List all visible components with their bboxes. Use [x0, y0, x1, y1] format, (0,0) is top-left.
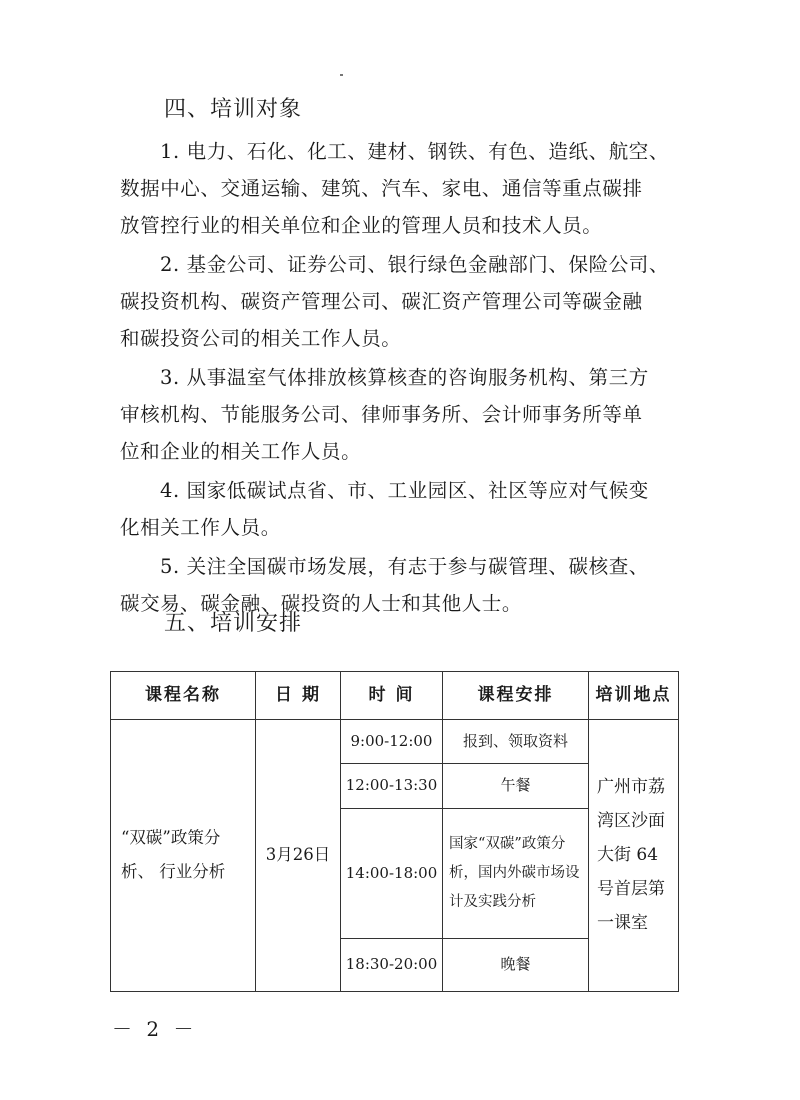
body-line: 1. 电力、石化、化工、建材、钢铁、有色、造纸、航空、 [160, 140, 670, 163]
time-cell: 9:00-12:00 [341, 719, 443, 764]
table-row [111, 719, 679, 764]
header-date: 日 期 [256, 672, 341, 720]
header-time: 时 间 [341, 672, 443, 720]
body-line: 和碳投资公司的相关工作人员。 [120, 327, 402, 350]
page-number: － 2 － [112, 1017, 198, 1041]
section-4-heading: 四、培训对象 [164, 97, 303, 122]
header-location: 培训地点 [589, 672, 679, 720]
body-line: 5. 关注全国碳市场发展，有志于参与碳管理、碳核查、 [160, 555, 649, 578]
location-cell: 广州市荔湾区沙面大街 64号首层第一课室 [589, 719, 679, 991]
section-5-heading: 五、培训安排 [164, 611, 303, 636]
body-line: 碳投资机构、碳资产管理公司、碳汇资产管理公司等碳金融 [120, 290, 643, 313]
body-line: 2. 基金公司、证券公司、银行绿色金融部门、保险公司、 [160, 253, 670, 276]
header-course-name: 课程名称 [111, 672, 256, 720]
scan-speck [340, 74, 343, 76]
body-line: 数据中心、交通运输、建筑、汽车、家电、通信等重点碳排 [120, 177, 643, 200]
schedule-cell: 午餐 [443, 764, 589, 809]
schedule-cell: 国家“双碳”政策分析，国内外碳市场设计及实践分析 [443, 809, 589, 939]
schedule-cell: 报到、领取资料 [443, 719, 589, 764]
course-name-cell: “双碳”政策分析、 行业分析 [111, 719, 256, 991]
body-line: 化相关工作人员。 [120, 516, 281, 539]
time-cell: 12:00-13:30 [341, 764, 443, 809]
training-schedule-table [110, 671, 679, 992]
header-schedule: 课程安排 [443, 672, 589, 720]
body-line: 碳交易、碳金融、碳投资的人士和其他人士。 [120, 592, 523, 615]
time-cell: 18:30-20:00 [341, 939, 443, 992]
table-header-row [111, 672, 679, 720]
body-line: 3. 从事温室气体排放核算核查的咨询服务机构、第三方 [160, 366, 649, 389]
schedule-cell: 晚餐 [443, 939, 589, 992]
body-line: 位和企业的相关工作人员。 [120, 440, 362, 463]
body-line: 4. 国家低碳试点省、市、工业园区、社区等应对气候变 [160, 479, 649, 502]
time-cell: 14:00-18:00 [341, 809, 443, 939]
body-line: 审核机构、节能服务公司、律师事务所、会计师事务所等单 [120, 403, 643, 426]
date-cell: 3月26日 [256, 719, 341, 991]
body-line: 放管控行业的相关单位和企业的管理人员和技术人员。 [120, 214, 603, 237]
